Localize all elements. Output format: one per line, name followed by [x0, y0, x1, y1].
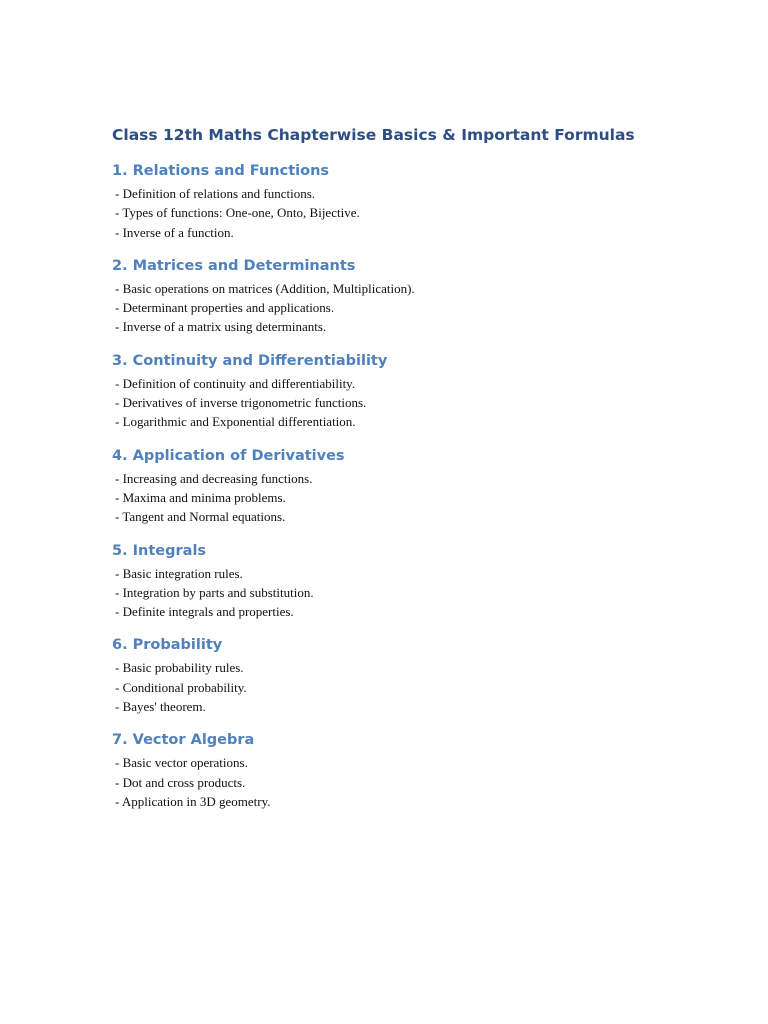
document-title: Class 12th Maths Chapterwise Basics & Important Formulas	[112, 126, 635, 144]
section-heading: 7. Vector Algebra	[112, 732, 255, 749]
section-application-derivatives	[112, 445, 712, 527]
list-item: - Basic probability rules.	[115, 660, 244, 676]
list-item: - Dot and cross products.	[115, 774, 246, 790]
list-item: - Determinant properties and applications.	[115, 300, 335, 316]
list-item: - Basic integration rules.	[115, 565, 243, 581]
section-items	[112, 279, 712, 337]
section-vector-algebra	[112, 729, 712, 811]
list-item: - Inverse of a function.	[115, 224, 234, 240]
section-heading: 2. Matrices and Determinants	[112, 257, 356, 274]
list-item: - Bayes' theorem.	[115, 699, 206, 715]
section-relations-functions	[112, 160, 712, 242]
section-items	[112, 469, 712, 527]
list-item: - Definite integrals and properties.	[115, 604, 294, 620]
list-item: - Conditional probability.	[115, 679, 247, 695]
list-item: - Logarithmic and Exponential differentiation.	[115, 414, 356, 430]
section-items	[112, 564, 712, 622]
section-probability	[112, 634, 712, 716]
list-item: - Integration by parts and substitution.	[115, 584, 314, 600]
list-item: - Tangent and Normal equations.	[115, 509, 286, 525]
list-item: - Application in 3D geometry.	[115, 793, 271, 809]
section-items	[112, 184, 712, 242]
list-item: - Definition of continuity and differentiability.	[115, 375, 356, 391]
section-heading: 5. Integrals	[112, 542, 207, 559]
section-items	[112, 374, 712, 432]
section-heading: 6. Probability	[112, 637, 223, 654]
section-integrals	[112, 540, 712, 622]
list-item: - Inverse of a matrix using determinants.	[115, 319, 327, 335]
list-item: - Derivatives of inverse trigonometric functions.	[115, 395, 367, 411]
section-items	[112, 753, 712, 811]
list-item: - Types of functions: One-one, Onto, Bijective.	[115, 205, 360, 221]
list-item: - Basic vector operations.	[115, 755, 248, 771]
list-item: - Basic operations on matrices (Addition, Multiplication).	[115, 280, 415, 296]
section-continuity-differentiability	[112, 350, 712, 432]
section-items	[112, 658, 712, 716]
list-item: - Definition of relations and functions.	[115, 186, 316, 201]
section-matrices-determinants	[112, 255, 712, 337]
document-page	[112, 124, 712, 824]
list-item: - Maxima and minima problems.	[115, 489, 286, 505]
list-item: - Increasing and decreasing functions.	[115, 470, 313, 486]
section-heading: 1. Relations and Functions	[112, 163, 330, 179]
section-heading: 3. Continuity and Differentiability	[112, 352, 388, 369]
section-heading: 4. Application of Derivatives	[112, 447, 345, 464]
